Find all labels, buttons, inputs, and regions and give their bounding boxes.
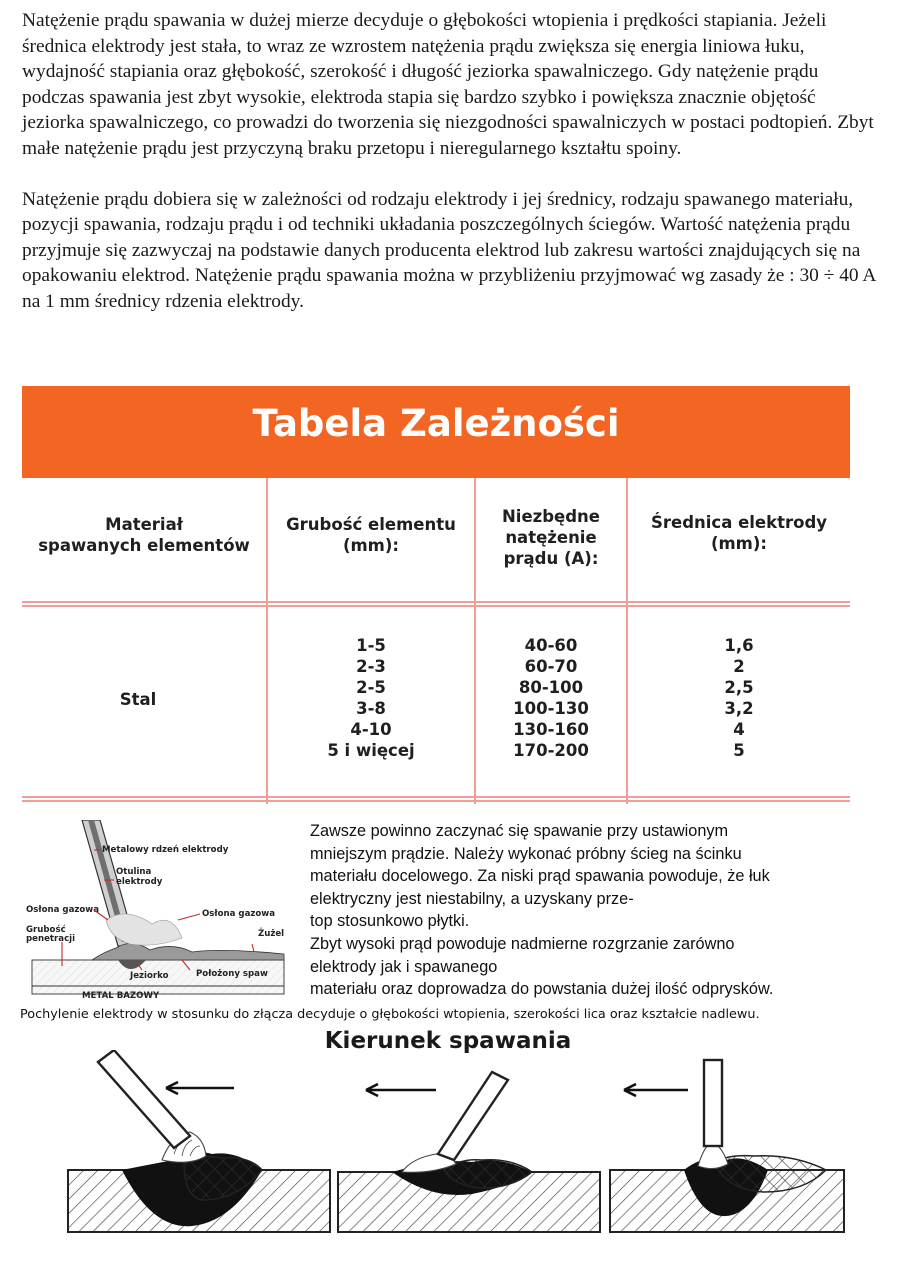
intro-paragraph-2: Natężenie prądu dobiera się w zależności od rodzaju elektrody i jej średnicy, rodzaju spawanego materiału, pozycji spawania, rodzaju prądu i od techniki układania poszczególnych ściegów. Wartość natężenia prądu przyjmuje się zazwyczaj na podstawie danych producenta elektrod lub zakresu wartości znajdujących się na opakowaniu elektrod. Natężenie prądu spawania można w przybliżeniu przyjmować wg zasady że : 30 ÷ 40 A na 1 mm średnicy rdzenia elektrody. bbox=[22, 188, 876, 312]
diagram-label-gas-left: Osłona gazowa bbox=[26, 905, 100, 915]
table-divider bbox=[22, 796, 850, 798]
table-divider bbox=[22, 800, 850, 802]
header-current: Niezbędne natężenie prądu (A): bbox=[501, 507, 600, 568]
diagram-label-penetration: penetracji bbox=[26, 934, 76, 944]
cell-current-list: 40-60 60-70 80-100 100-130 130-160 170-200 bbox=[513, 636, 589, 760]
diagram-label-weld: Położony spaw bbox=[196, 969, 268, 979]
table-divider bbox=[22, 605, 850, 607]
note-line: Zbyt wysoki prąd powoduje nadmierne rozgrzanie zarówno bbox=[310, 934, 735, 953]
note-line: elektrody jak i spawanego bbox=[310, 957, 498, 976]
table-divider bbox=[22, 601, 850, 603]
note-line: top stosunkowo płytki. bbox=[310, 912, 470, 931]
diagram-label-base: METAL BAZOWY bbox=[82, 991, 160, 1001]
diagram-label-coating: Otulina bbox=[116, 867, 152, 877]
cell-thickness-list: 1-5 2-3 2-5 3-8 4-10 5 i więcej bbox=[327, 636, 415, 760]
electrode-icon bbox=[98, 1050, 190, 1148]
electrode-angle-figure-backhand bbox=[62, 1050, 342, 1240]
electrode-angle-figure-vertical bbox=[604, 1050, 884, 1240]
electrode-icon bbox=[438, 1072, 508, 1160]
weld-bead bbox=[92, 943, 284, 960]
note-line: materiału docelowego. Za niski prąd spawania powoduje, że łuk bbox=[310, 867, 770, 886]
diagram-label-slag: Żużel bbox=[258, 929, 285, 939]
header-diameter: Średnica elektrody (mm): bbox=[650, 513, 828, 553]
arrow-left-icon bbox=[624, 1084, 688, 1096]
electrode-angle-figure-forehand bbox=[332, 1050, 612, 1240]
electrode-icon bbox=[704, 1060, 722, 1146]
welding-direction-title: Kierunek spawania bbox=[324, 1028, 572, 1054]
arrow-left-icon bbox=[366, 1084, 436, 1096]
note-line: elektryczny jest niestabilny, a uzyskany prze- bbox=[310, 889, 634, 908]
dependency-table bbox=[22, 386, 850, 804]
intro-text bbox=[22, 8, 882, 315]
cell-diameter-list: 1,6 2 2,5 3,2 4 5 bbox=[724, 636, 754, 760]
diagram-label-pool: Jeziorko bbox=[130, 971, 169, 981]
diagram-label-gas-right: Osłona gazowa bbox=[202, 909, 276, 919]
welding-diagram bbox=[22, 820, 294, 1002]
cell-material: Stal bbox=[119, 690, 157, 709]
diagram-label-coating: elektrody bbox=[116, 877, 163, 887]
table-title: Tabela Zależności bbox=[252, 402, 620, 445]
header-thickness: Grubość elementu (mm): bbox=[286, 515, 456, 555]
note-line: Zawsze powinno zaczynać się spawanie przy ustawionym bbox=[310, 822, 729, 840]
intro-paragraph-1: Natężenie prądu spawania w dużej mierze decyduje o głębokości wtopienia i prędkości stapiania. Jeżeli średnica elektrody jest stała, to wraz ze wzrostem natężenia prądu zwiększa się energia liniowa łuku, wydajność stapiania oraz głębokość, szerokość i długość jeziorka spawalniczego. Gdy natężenie prądu podczas spawania jest zbyt wysokie, elektroda stapia się bardzo szybko i powiększa znacznie objętość jeziorka spawalniczego, co prowadzi do tworzenia się niezgodności spawalniczych w postaci podtopień. Zbyt małe natężenie prądu jest przyczyną braku przetopu i nieregularnego kształtu spoiny. bbox=[22, 10, 874, 159]
arrow-left-icon bbox=[166, 1082, 234, 1094]
diagram-label-core: Metalowy rdzeń elektrody bbox=[102, 845, 229, 855]
welding-note bbox=[310, 820, 880, 1001]
angle-caption: Pochylenie elektrody w stosunku do złącza decyduje o głębokości wtopienia, szerokości lica oraz kształcie nadlewu. bbox=[20, 1007, 760, 1022]
diagram-label-penetration: Grubość bbox=[26, 925, 66, 935]
note-line: mniejszym prądzie. Należy wykonać próbny ścieg na ścinku bbox=[310, 844, 742, 863]
header-material: Materiał spawanych elementów bbox=[38, 515, 250, 555]
note-line: materiału oraz doprowadza do powstania dużej ilość odprysków. bbox=[310, 980, 774, 999]
